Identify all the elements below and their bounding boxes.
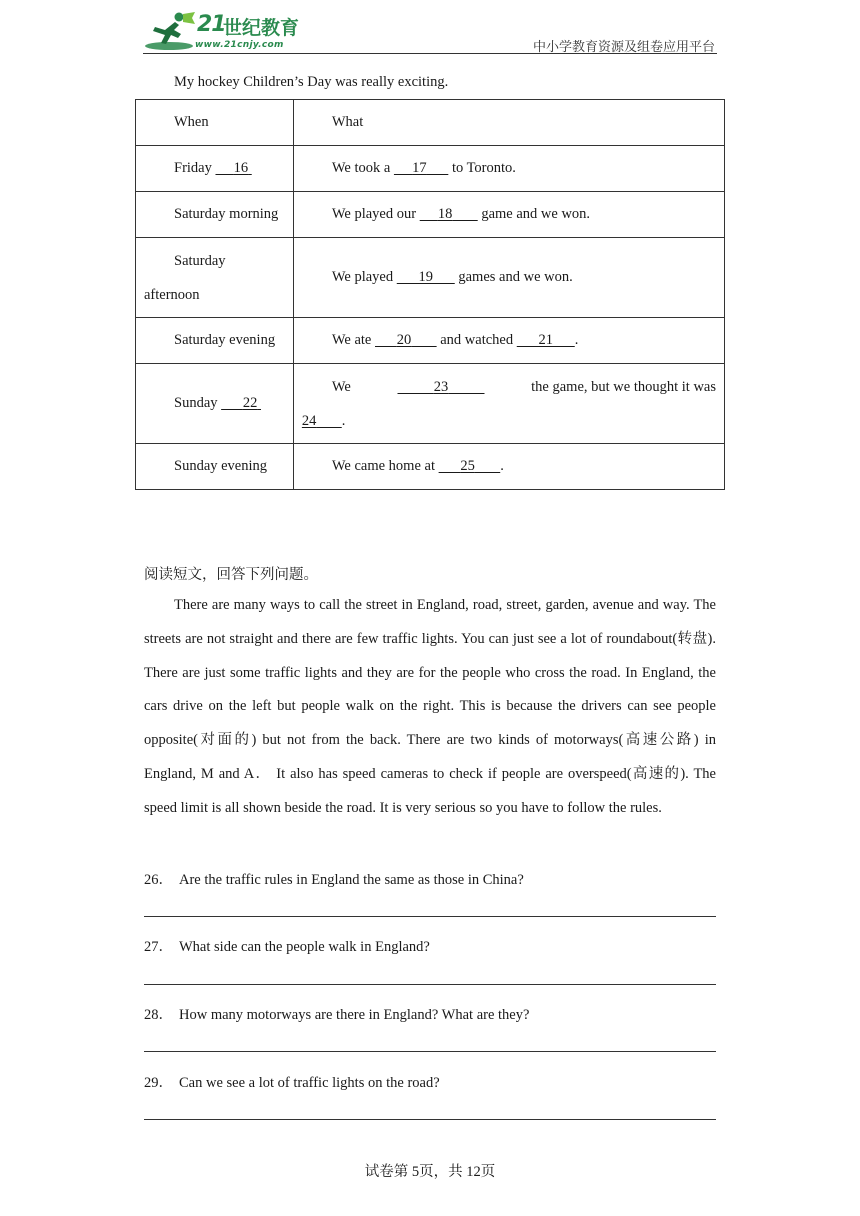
runner-logo-icon <box>143 10 197 52</box>
question-27: 27． What side can the people walk in England? <box>144 939 430 955</box>
blank-17: 17 <box>412 160 427 176</box>
what-text: We played our <box>331 206 417 222</box>
logo-chinese: 世纪教育 <box>223 17 300 39</box>
what-text: We came home at <box>331 458 435 474</box>
table-row: Sunday evening We came home at 25 . <box>136 444 725 490</box>
when-text: Sunday evening <box>174 458 268 474</box>
what-text: We ate <box>331 332 372 348</box>
blank-21: 21 <box>538 332 553 348</box>
table-header-row <box>136 100 725 146</box>
what-text: We took a <box>331 160 391 176</box>
page-header <box>143 8 717 54</box>
blank-25: 25 <box>460 458 475 474</box>
when-text-line1: Saturday <box>174 252 226 269</box>
reading-instruction: 阅读短文，回答下列问题。 <box>144 567 318 583</box>
reading-passage: There are many ways to call the street in England, road, street, garden, avenue and way. The streets are not straight and there are few traffic lights. You can just see a lot of roundabout(转盘). There are just some traffic lights and they are for the people who cross the road. In England, the cars drive on the left but people walk on the right. This is because the drivers can see people opposite(对面的) but not from the back. There are two kinds of motorways(高速公路) in England, M and A． It also has speed cameras to check if people are overspeed(高速的). The speed limit is all shown beside the road. It is very serious so you have to follow the rules. <box>144 597 716 816</box>
schedule-table <box>135 99 725 490</box>
when-text-line2: afternoon <box>144 286 200 303</box>
table-row: Friday 16 We took a 17 to Toronto. <box>136 146 725 192</box>
table-row: Saturday evening We ate 20 and watched 21 . <box>136 318 725 364</box>
site-logo <box>143 10 318 52</box>
what-text: We <box>331 378 351 395</box>
blank-19: 19 <box>418 269 433 285</box>
blank-16: 16 <box>233 160 249 176</box>
intro-sentence: My hockey Children’s Day was really exciting. <box>174 74 449 90</box>
header-what: What <box>331 114 364 130</box>
question-29: 29． Can we see a lot of traffic lights on the road? <box>144 1075 440 1091</box>
when-text: Saturday evening <box>174 332 276 348</box>
question-26: 26． Are the traffic rules in England the same as those in China? <box>144 872 524 888</box>
blank-24: 24 <box>301 412 317 429</box>
table-row: Saturday morning We played our 18 game and we won. <box>136 192 725 238</box>
table-row: Sunday 22 We 23 the game, but we thought it was 24 . <box>136 364 725 444</box>
header-divider <box>143 53 717 54</box>
table-row: Saturday afternoon We played 19 games and we won. <box>136 238 725 318</box>
blank-18: 18 <box>437 206 453 222</box>
header-platform-text: 中小学教育资源及组卷应用平台 <box>532 39 715 54</box>
when-text: Friday <box>174 160 212 176</box>
question-28: 28． How many motorways are there in England? What are they? <box>144 1007 530 1023</box>
answer-line-28[interactable] <box>144 1051 716 1052</box>
when-text: Sunday <box>174 395 218 411</box>
page-footer: 试卷第 5页，共 12页 <box>364 1164 496 1180</box>
blank-22: 22 <box>242 395 258 411</box>
what-text: We played <box>331 269 394 285</box>
answer-line-26[interactable] <box>144 916 716 917</box>
logo-url: www.21cnjy.com <box>195 40 284 50</box>
blank-20: 20 <box>396 332 412 348</box>
blank-23: 23 <box>433 378 449 395</box>
header-when: When <box>174 114 209 130</box>
when-text: Saturday morning <box>174 206 279 222</box>
logo-number: 21 <box>197 12 226 37</box>
answer-line-27[interactable] <box>144 984 716 985</box>
answer-line-29[interactable] <box>144 1119 716 1120</box>
